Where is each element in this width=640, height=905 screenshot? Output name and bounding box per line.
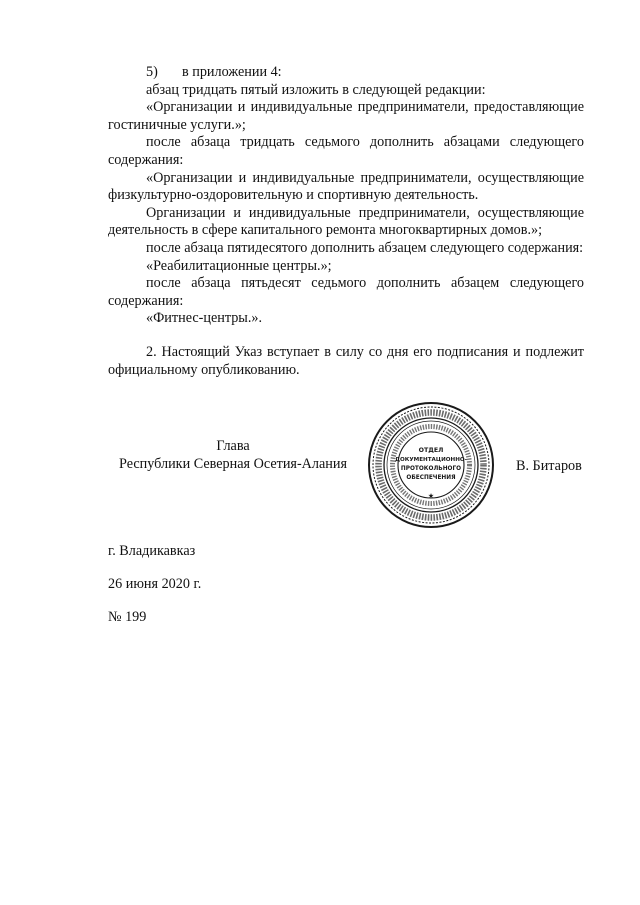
decree-body xyxy=(108,64,584,379)
closing-paragraph: 2. Настоящий Указ вступает в силу со дня его подписания и подлежит официальному опубликованию. xyxy=(108,343,584,378)
decree-number: № 199 xyxy=(108,609,147,625)
issue-date: 26 июня 2020 г. xyxy=(108,576,202,592)
paragraph: Организации и индивидуальные предприниматели, осуществляющие деятельность в сфере капитального ремонта многоквартирных домов.»; xyxy=(108,204,584,239)
paragraph: «Реабилитационные центры.»; xyxy=(146,257,332,274)
paragraph: «Организации и индивидуальные предприниматели, предоставляющие гостиничные услуги.»; xyxy=(108,99,584,133)
paragraph: «Организации и индивидуальные предприниматели, осуществляющие физкультурно-оздоровительную и спортивную деятельность. xyxy=(108,169,584,204)
seal-line-3: ПРОТОКОЛЬНОГО xyxy=(400,466,462,472)
item-text: в приложении 4: xyxy=(182,64,282,80)
seal-line-2: ДОКУМЕНТАЦИОННО- xyxy=(395,457,467,463)
paragraph: после абзаца пятидесятого дополнить абзацем следующего содержания: xyxy=(146,239,584,256)
signatory-title xyxy=(108,438,358,473)
paragraph: «Фитнес-центры.». xyxy=(146,310,263,327)
svg-text:★: ★ xyxy=(427,492,435,500)
paragraph: после абзаца тридцать седьмого дополнить абзацами следующего содержания: xyxy=(108,134,584,168)
seal-line-4: ОБЕСПЕЧЕНИЯ xyxy=(406,475,456,481)
item-number: 5) xyxy=(146,64,158,80)
paragraph: после абзаца пятьдесят седьмого дополнить абзацем следующего содержания: xyxy=(108,275,584,309)
signatory-name: В. Битаров xyxy=(516,458,582,474)
official-seal-icon xyxy=(367,401,495,529)
list-item-5 xyxy=(108,64,584,82)
spacer xyxy=(108,328,584,344)
signatory-title-line1: Глава xyxy=(216,438,250,454)
seal-line-1: ОТДЕЛ xyxy=(418,447,444,454)
signatory-title-line2: Республики Северная Осетия-Алания xyxy=(118,455,347,472)
paragraph: абзац тридцать пятый изложить в следующей редакции: xyxy=(146,81,486,98)
issue-city: г. Владикавказ xyxy=(108,543,196,559)
